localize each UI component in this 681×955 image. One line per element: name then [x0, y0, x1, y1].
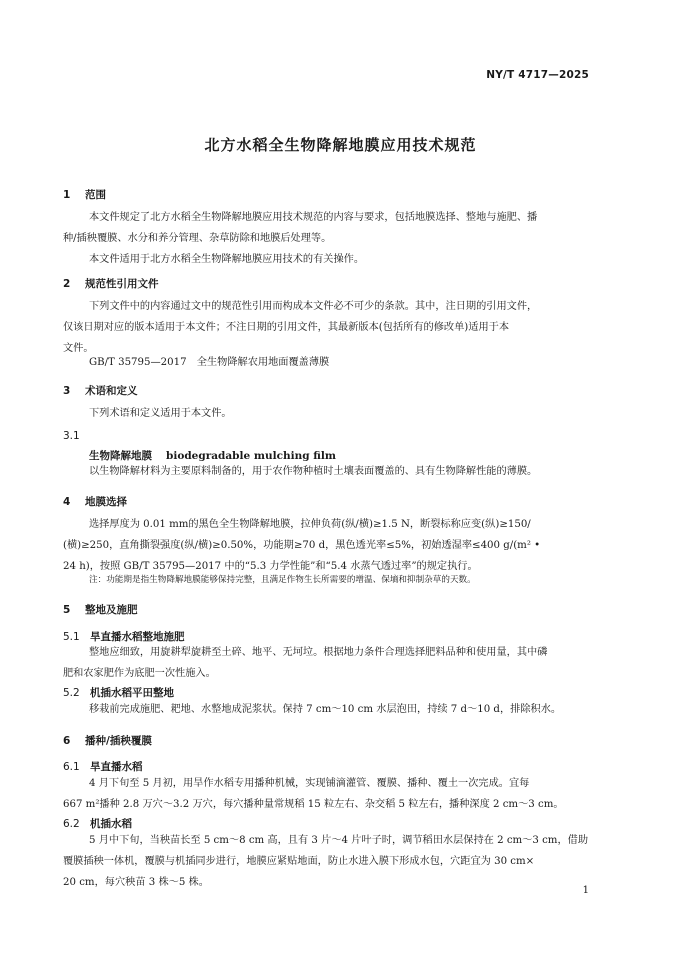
section-6-2-line-2: 覆膜插秧一体机，覆膜与机插同步进行，地膜应紧贴地面，防止水进入膜下形成水包，穴距宜为 30 cm× — [63, 856, 535, 867]
subsection-5-1-heading: 5.1 旱直播水稻整地施肥 — [63, 631, 185, 643]
section-6-2-line-3: 20 cm，每穴秧苗 3 株～5 株。 — [63, 877, 209, 888]
section-5-1-line-2: 肥和农家肥作为底肥一次性施入。 — [63, 668, 216, 679]
section-3-heading: 3 术语和定义 — [63, 385, 138, 397]
section-6-heading: 6 播种/插秧覆膜 — [63, 735, 152, 747]
section-6-2-line-1: 5 月中下旬，当秧苗长至 5 cm～8 cm 高，且有 3 片～4 片叶子时，调节稻田水层保持在 2 cm～3 cm，借助 — [89, 835, 589, 846]
section-2-line-2: 仅该日期对应的版本适用于本文件；不注日期的引用文件，其最新版本(包括所有的修改单)适用于本 — [63, 322, 510, 333]
section-3-line-1: 下列术语和定义适用于本文件。 — [89, 408, 232, 419]
page-number: 1 — [582, 885, 589, 896]
section-2-line-3: 文件。 — [63, 343, 94, 354]
section-6-1-line-1: 4 月下旬至 5 月初，用旱作水稻专用播种机械，实现铺滴灌管、覆膜、播种、覆土一次完成。宜每 — [89, 778, 530, 789]
term-english: biodegradable mulching film — [166, 450, 336, 462]
page-title: 北方水稻全生物降解地膜应用技术规范 — [204, 136, 477, 154]
section-1-line-1: 本文件规定了北方水稻全生物降解地膜应用技术规范的内容与要求，包括地膜选择、整地与施肥、播 — [89, 212, 538, 223]
section-4-heading: 4 地膜选择 — [63, 496, 127, 508]
section-4-line-3: 24 h)，按照 GB/T 35795—2017 中的“5.3 力学性能”和“5.4 水蒸气透过率”的规定执行。 — [63, 561, 478, 572]
term-chinese: 生物降解地膜 — [89, 450, 152, 462]
section-4-line-2: (横)≥250，直角撕裂强度(纵/横)≥0.50%，功能期≥70 d，黑色透光率≤5%，初始透湿率≤400 g/(m² • — [63, 540, 541, 551]
subsection-6-2-heading: 6.2 机插水稻 — [63, 818, 132, 830]
subsection-5-2-heading: 5.2 机插水稻平田整地 — [63, 687, 174, 699]
subsection-6-1-heading: 6.1 旱直播水稻 — [63, 761, 143, 773]
section-5-heading: 5 整地及施肥 — [63, 604, 138, 616]
subsection-3-1-number: 3.1 — [63, 430, 80, 442]
standard-number: NY/T 4717—2025 — [486, 69, 589, 81]
section-4-note: 注：功能期是指生物降解地膜能够保持完整，且满足作物生长所需要的增温、保墒和抑制杂草的天数。 — [89, 575, 476, 585]
section-6-1-line-2: 667 m²播种 2.8 万穴～3.2 万穴，每穴播种量常规稻 15 粒左右、杂交稻 5 粒左右，播种深度 2 cm～3 cm。 — [63, 799, 564, 810]
section-5-2-line-1: 移栽前完成施肥、耙地、水整地成泥浆状。保持 7 cm～10 cm 水层泡田，持续 7 d～10 d，排除积水。 — [89, 704, 562, 715]
section-1-heading: 1 范围 — [63, 189, 106, 201]
section-2-line-1: 下列文件中的内容通过文中的规范性引用而构成本文件必不可少的条款。其中，注日期的引用文件， — [89, 301, 538, 312]
section-1-line-3: 本文件适用于北方水稻全生物降解地膜应用技术的有关操作。 — [89, 254, 365, 265]
term-definition: 以生物降解材料为主要原料制备的，用于农作物种植时土壤表面覆盖的、具有生物降解性能的薄膜。 — [89, 466, 538, 477]
section-4-line-1: 选择厚度为 0.01 mm的黑色全生物降解地膜，拉伸负荷(纵/横)≥1.5 N，断裂标称应变(纵)≥150/ — [89, 519, 531, 530]
section-5-1-line-1: 整地应细致，用旋耕犁旋耕至土碎、地平、无坷垃。根据地力条件合理选择肥料品种和使用量，其中磷 — [89, 647, 548, 658]
section-1-line-2: 种/插秧覆膜、水分和养分管理、杂草防除和地膜后处理等。 — [63, 233, 332, 244]
normative-reference: GB/T 35795—2017 全生物降解农用地面覆盖薄膜 — [89, 357, 330, 368]
section-2-heading: 2 规范性引用文件 — [63, 278, 159, 290]
